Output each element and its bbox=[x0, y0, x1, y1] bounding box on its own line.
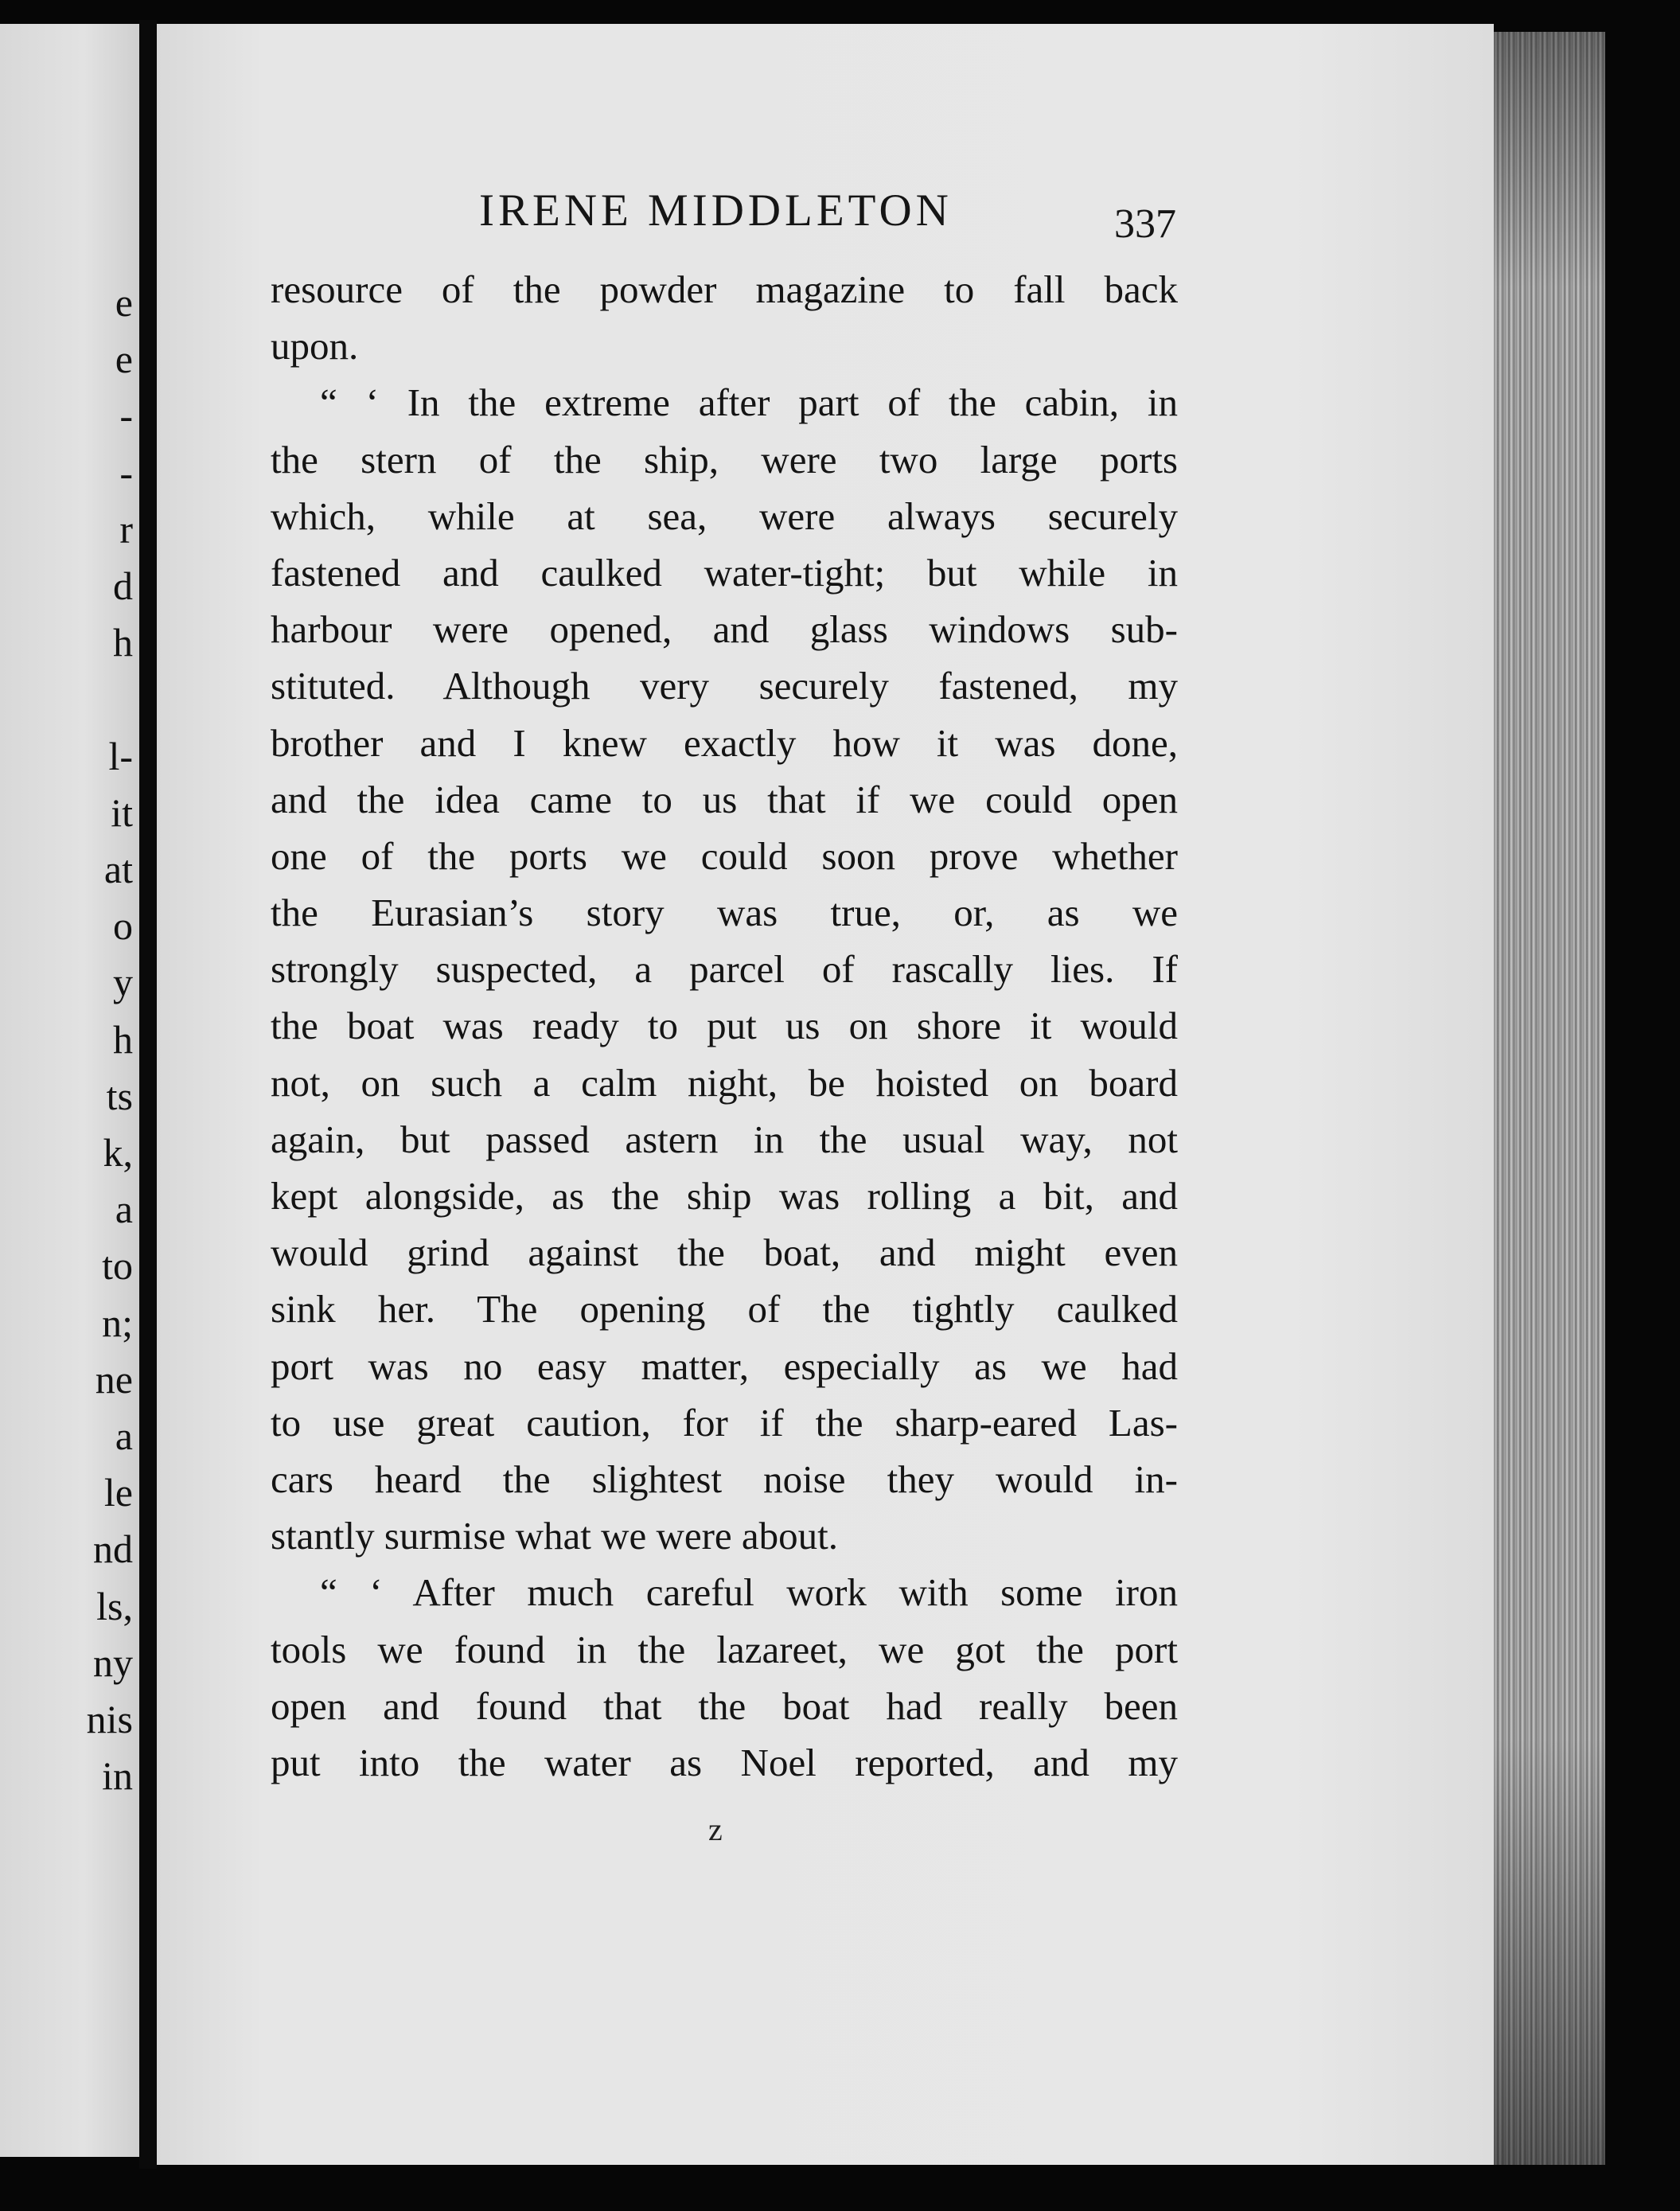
page-header bbox=[271, 185, 1178, 248]
text-line: upon. bbox=[271, 324, 359, 368]
left-facing-page bbox=[0, 24, 139, 2157]
left-page-fragment: ls, bbox=[96, 1583, 133, 1628]
text-line: harbour were opened, and glass windows sub- bbox=[271, 607, 1178, 652]
page-edges bbox=[1494, 32, 1605, 2165]
text-line: one of the ports we could soon prove whether bbox=[271, 833, 1178, 878]
left-page-fragment: a bbox=[115, 1187, 133, 1232]
left-page-fragment: e bbox=[115, 337, 133, 382]
body-text bbox=[271, 261, 1178, 1791]
left-page-fragment: r bbox=[119, 506, 133, 552]
left-page-text-fragments bbox=[0, 24, 139, 2157]
left-page-fragment: k, bbox=[103, 1130, 133, 1175]
running-head: IRENE MIDDLETON bbox=[479, 185, 953, 236]
book-gutter bbox=[139, 20, 157, 2169]
left-page-fragment: ny bbox=[93, 1640, 133, 1685]
left-page-fragment: - bbox=[119, 450, 133, 495]
left-page-fragment: d bbox=[113, 563, 133, 608]
page-number: 337 bbox=[1114, 201, 1176, 247]
text-line: kept alongside, as the ship was rolling a bit, and bbox=[271, 1174, 1178, 1218]
text-line: stantly surmise what we were about. bbox=[271, 1514, 839, 1558]
left-page-fragment: nis bbox=[86, 1697, 133, 1741]
left-page-fragment: - bbox=[119, 393, 133, 439]
left-page-fragment: it bbox=[111, 790, 133, 835]
text-line: the Eurasian’s story was true, or, as we bbox=[271, 891, 1178, 935]
text-line: fastened and caulked water-tight; but while in bbox=[271, 550, 1178, 595]
text-line: port was no easy matter, especially as we had bbox=[271, 1343, 1178, 1388]
left-page-fragment: h bbox=[113, 620, 133, 665]
text-line: would grind against the boat, and might even bbox=[271, 1230, 1178, 1275]
text-line: open and found that the boat had really been bbox=[271, 1683, 1178, 1728]
left-page-fragment: le bbox=[103, 1470, 133, 1515]
text-line: again, but passed astern in the usual way, not bbox=[271, 1117, 1178, 1161]
left-page-fragment: ne bbox=[95, 1356, 133, 1402]
text-line: the boat was ready to put us on shore it would bbox=[271, 1004, 1178, 1048]
left-page-fragment: h bbox=[113, 1016, 133, 1062]
text-line: to use great caution, for if the sharp-eared Las- bbox=[271, 1400, 1178, 1445]
text-line: “ ‘ In the extreme after part of the cabin, in bbox=[320, 380, 1178, 425]
text-line: the stern of the ship, were two large ports bbox=[271, 437, 1178, 482]
left-page-fragment: y bbox=[113, 960, 133, 1005]
left-page-fragment: a bbox=[115, 1414, 133, 1458]
signature-mark: z bbox=[708, 1811, 723, 1847]
text-line: put into the water as Noel reported, and my bbox=[271, 1740, 1178, 1784]
left-page-fragment: to bbox=[102, 1243, 133, 1289]
text-line: “ ‘ After much careful work with some iron bbox=[320, 1570, 1178, 1615]
left-page-fragment: in bbox=[102, 1753, 133, 1799]
text-line: strongly suspected, a parcel of rascally lies. If bbox=[271, 947, 1178, 992]
left-page-fragment: l- bbox=[108, 733, 133, 778]
text-line: stituted. Although very securely fastened, my bbox=[271, 664, 1178, 708]
left-page-fragment: n; bbox=[102, 1300, 133, 1345]
text-line: cars heard the slightest noise they would in- bbox=[271, 1456, 1178, 1501]
left-page-fragment: nd bbox=[93, 1527, 133, 1572]
text-line: which, while at sea, were always securely bbox=[271, 493, 1178, 538]
left-page-fragment: o bbox=[113, 903, 133, 949]
left-page-fragment: ts bbox=[106, 1073, 133, 1118]
left-page-fragment: e bbox=[115, 280, 133, 325]
text-line: and the idea came to us that if we could open bbox=[271, 777, 1178, 821]
text-line: sink her. The opening of the tightly caulked bbox=[271, 1287, 1178, 1332]
left-page-fragment: at bbox=[103, 847, 133, 891]
text-line: not, on such a calm night, be hoisted on board bbox=[271, 1060, 1178, 1105]
text-line: resource of the powder magazine to fall back bbox=[271, 267, 1178, 311]
text-line: brother and I knew exactly how it was done, bbox=[271, 720, 1178, 765]
text-line: tools we found in the lazareet, we got the port bbox=[271, 1627, 1178, 1671]
